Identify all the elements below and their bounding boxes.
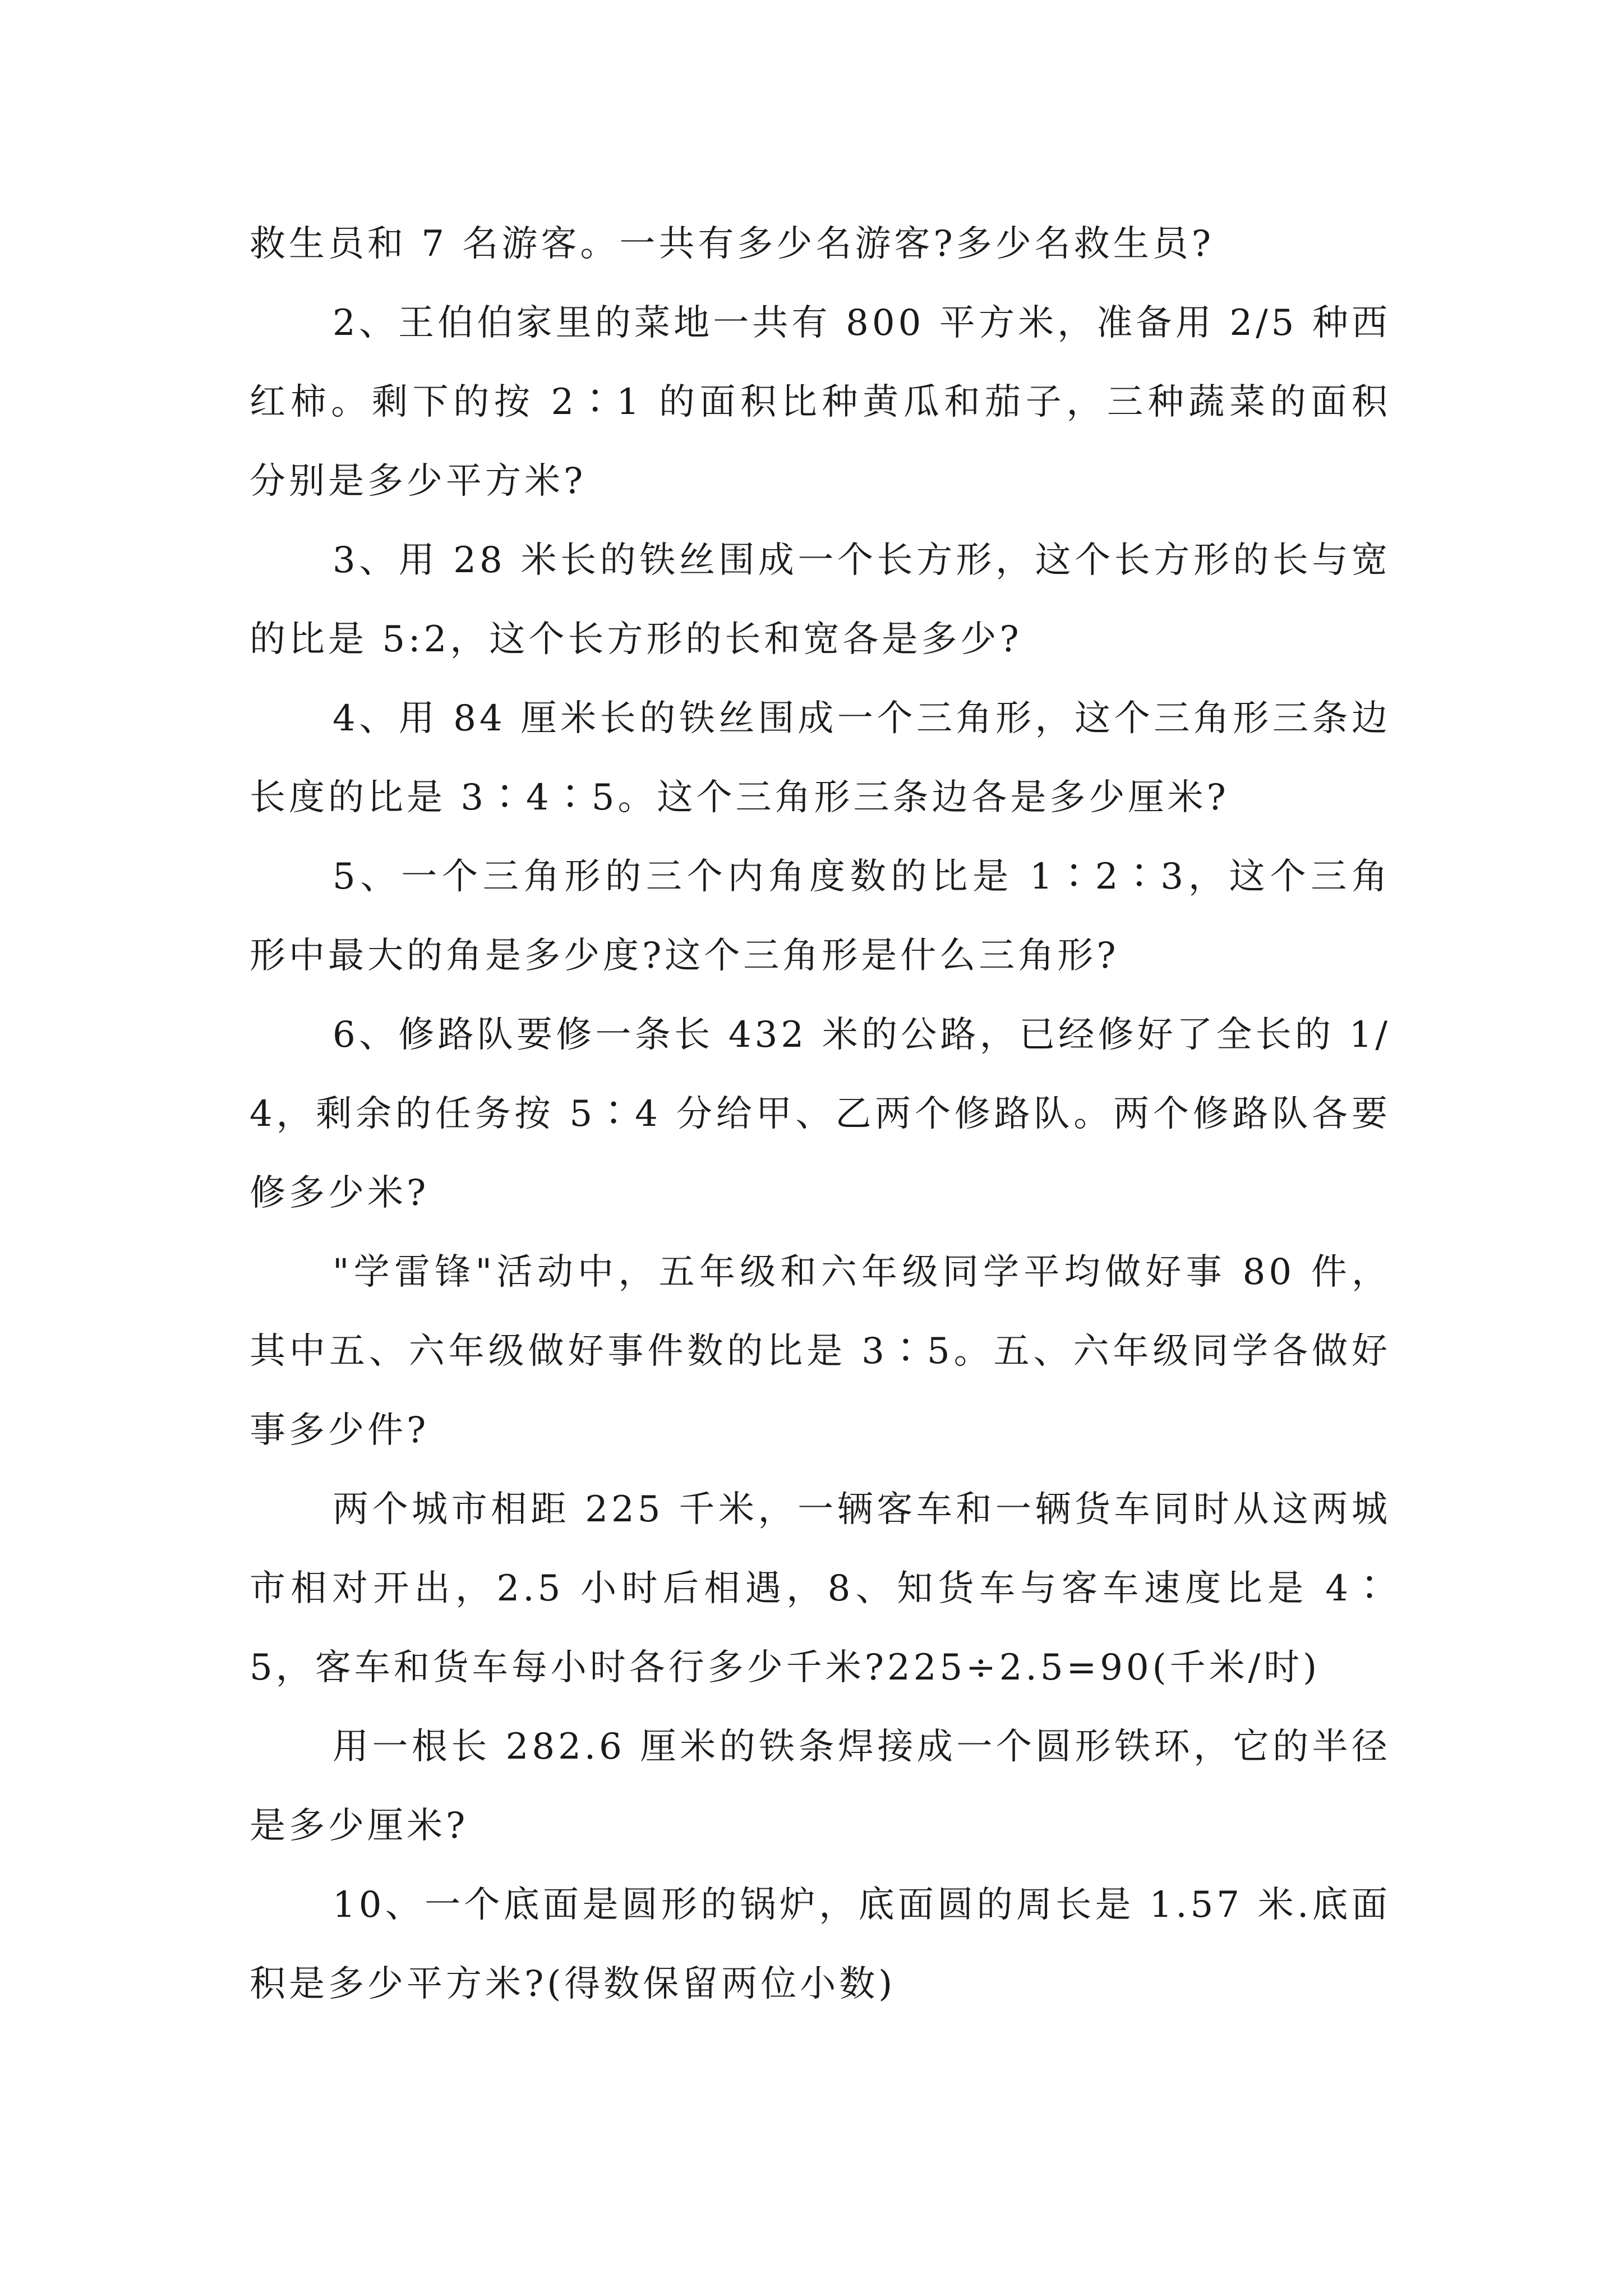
document-body	[250, 205, 1391, 2024]
question-5-triangle-angles: 5、一个三角形的三个内角度数的比是 1∶2∶3，这个三角形中最大的角是多少度?这个三角形是什么三角形?	[250, 856, 1391, 977]
question-2-vegetable-garden: 2、王伯伯家里的菜地一共有 800 平方米，准备用 2/5 种西红柿。剩下的按 2∶1 的面积比种黄瓜和茄子，三种蔬菜的面积分别是多少平方米?	[250, 302, 1391, 502]
question-two-cities: 两个城市相距 225 千米，一辆客车和一辆货车同时从这两城市相对开出，2.5 小时后相遇，8、知货车与客车速度比是 4∶5，客车和货车每小时各行多少千米?225÷2.5=90(千米/时)	[250, 1489, 1391, 1688]
question-good-deeds: "学雷锋"活动中，五年级和六年级同学平均做好事 80 件，其中五、六年级做好事件数的比是 3∶5。五、六年级同学各做好事多少件?	[250, 1251, 1391, 1451]
question-iron-ring: 用一根长 282.6 厘米的铁条焊接成一个圆形铁环，它的半径是多少厘米?	[250, 1726, 1391, 1847]
question-4-triangle-sides: 4、用 84 厘米长的铁丝围成一个三角形，这个三角形三条边长度的比是 3∶4∶5。这个三角形三条边各是多少厘米?	[250, 698, 1391, 818]
paragraph-lifeguard-continuation: 救生员和 7 名游客。一共有多少名游客?多少名救生员?	[250, 223, 1215, 265]
question-6-road-repair: 6、修路队要修一条长 432 米的公路，已经修好了全长的 1/4，剩余的任务按 5∶4 分给甲、乙两个修路队。两个修路队各要修多少米?	[250, 1014, 1391, 1214]
question-3-rectangle: 3、用 28 米长的铁丝围成一个长方形，这个长方形的长与宽的比是 5:2，这个长方形的长和宽各是多少?	[250, 540, 1391, 660]
question-10-boiler: 10、一个底面是圆形的锅炉，底面圆的周长是 1.57 米.底面积是多少平方米?(得数保留两位小数)	[250, 1884, 1391, 2005]
